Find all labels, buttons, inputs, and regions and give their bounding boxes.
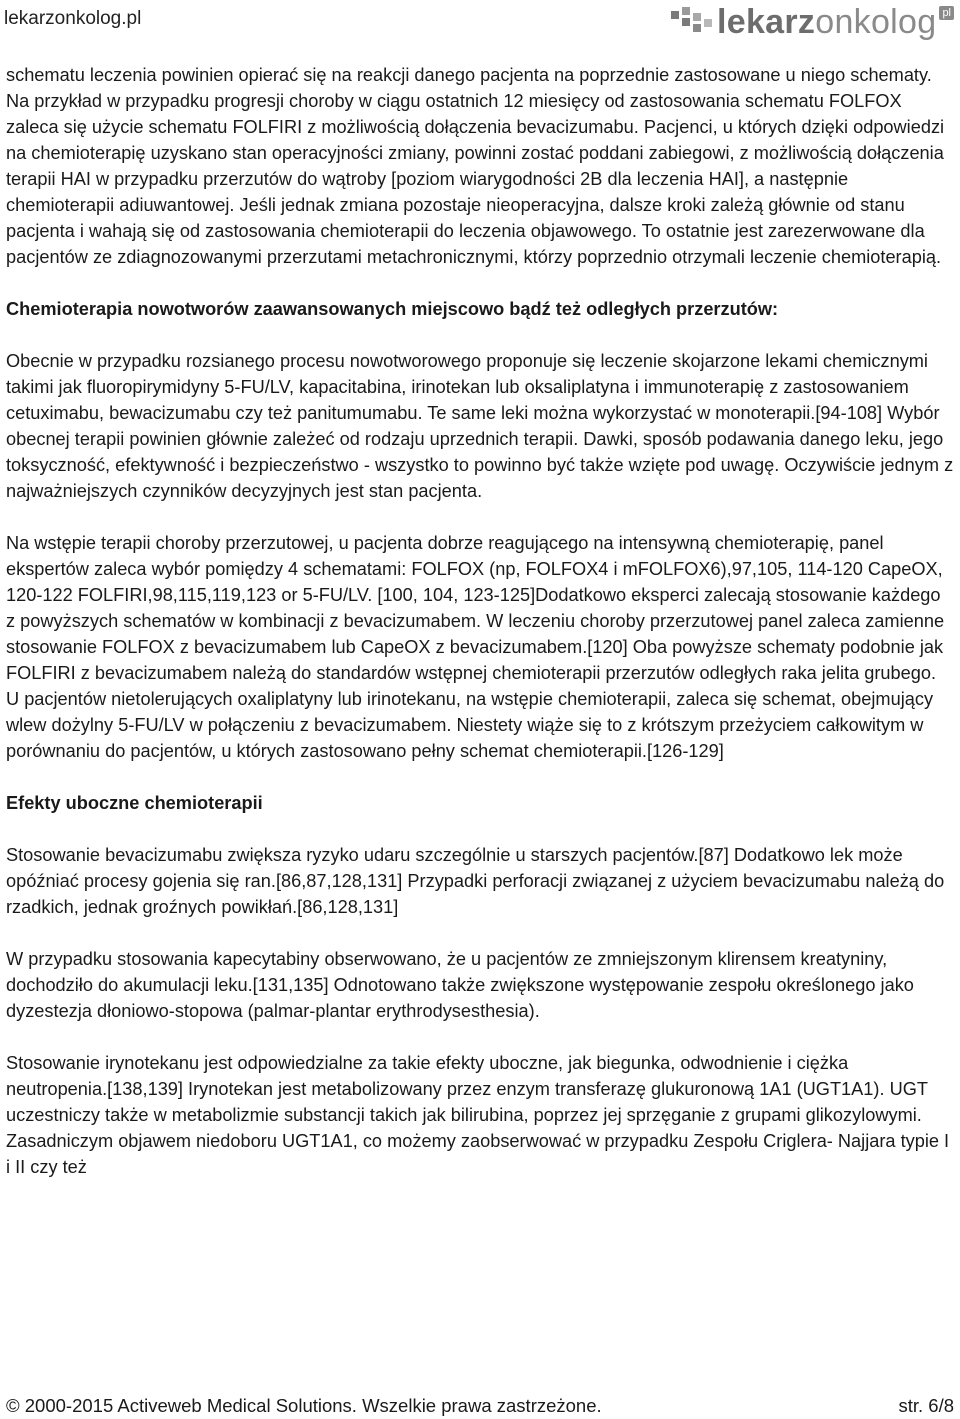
paragraph-irinotecan-effects: Stosowanie irynotekanu jest odpowiedzialne za takie efekty uboczne, jak biegunka, odwodnienie i ciężka neutropenia.[138,139] Irynotekan jest metabolizowany przez enzym transferazę glukuronową 1A1 (UGT1A1). UGT uczestniczy także w metabolizmie substancji takich jak bilirubina, poprzez jej sprzęganie z grupami glikozylowymi. Zasadniczym objawem niedoboru UGT1A1, co możemy zaobserwować w przypadku Zespołu Criglera- Najjara typie I i II czy też xyxy=(6,1053,950,1177)
article-content xyxy=(6,62,954,1180)
paragraph-bevacizumab-effects: Stosowanie bevacizumabu zwiększa ryzyko udaru szczególnie u starszych pacjentów.[87] Dodatkowo lek może opóźniać procesy gojenia się ran.[86,87,128,131] Przypadki perforacji związanej z użyciem bevacizumabu należą do rzadkich, jednak groźnych powikłań.[86,128,131] xyxy=(6,845,945,917)
site-logo xyxy=(671,2,954,42)
site-url[interactable]: lekarzonkolog.pl xyxy=(4,8,142,29)
page-number: str. 6/8 xyxy=(898,1395,954,1416)
page-header xyxy=(0,0,960,44)
paragraph-initial-metastatic-therapy: Na wstępie terapii choroby przerzutowej, u pacjenta dobrze reagującego na intensywną chemioterapię, panel ekspertów zaleca wybór pomiędzy 4 schematami: FOLFOX (np, FOLFOX4 i mFOLFOX6),97,105, 114-120 CapeOX, 120-122 FOLFIRI,98,115,119,123 or 5-FU/LV. [100, 104, 123-125]Dodatkowo eksperci zalecają stosowanie każdego z powyższych schematów w kombinacji z bevacizumabem. W leczeniu choroby przerzutowej panel zaleca zamienne stosowanie FOLFOX z bevacizumabem lub CapeOX z bevacizumabem.[120] Oba powyższe schematy podobnie jak FOLFIRI z bevacizumabem należą do standardów wstępnej chemioterapii przerzutów odległych raka jelita grubego. U pacjentów nietolerujących oxaliplatyny lub irinotekanu, na wstępie chemioterapii, zaleca się schemat, obejmujący wlew dożylny 5-FU/LV w połączeniu z bevacizumabem. Niestety wiąże się to z krótszym przeżyciem całkowitym w porównaniu do pacjentów, u których zastosowano pełny schemat chemioterapii.[126-129] xyxy=(6,533,945,761)
logo-badge: pl xyxy=(939,6,954,20)
paragraph-capecitabine-effects: W przypadku stosowania kapecytabiny obserwowano, że u pacjentów ze zmniejszonym klirensem kreatyniny, dochodziło do akumulacji leku.[131,135] Odnotowano także zwiększone występowanie zespołu określonego jako dyzestezja dłoniowo-stopowa (palmar-plantar erythrodysesthesia). xyxy=(6,949,914,1021)
section-heading-side-effects: Efekty uboczne chemioterapii xyxy=(6,793,263,813)
paragraph-combined-treatment: Obecnie w przypadku rozsianego procesu nowotworowego proponuje się leczenie skojarzone lekami chemicznymi takimi jak fluoropirymidyny 5-FU/LV, kapacitabina, irinotekan lub oksaliplatyna i immunoterapię z zastosowaniem cetuximabu, bewacizumabu czy też panitumumabu. Te same leki można wykorzystać w monoterapii.[94-108] Wybór obecnej terapii powinien głównie zależeć od rodzaju uprzednich terapii. Dawki, sposób podawania danego leku, jego toksyczność, efektywność i bezpieczeństwo - wszystko to powinno być także wzięte pod uwagę. Oczywiście jednym z najważniejszych czynników decyzyjnych jest stan pacjenta. xyxy=(6,351,954,501)
logo-text xyxy=(717,3,936,42)
paragraph-treatment-schemes: schematu leczenia powinien opierać się na reakcji danego pacjenta na poprzednie zastosowane u niego schematy. Na przykład w przypadku progresji choroby w ciągu ostatnich 12 miesięcy od zastosowania schematu FOLFOX zaleca się użycie schematu FOLFIRI z możliwością dołączenia bevacizumabu. Pacjenci, u których dzięki odpowiedzi na chemioterapię uzyskano stan operacyjności zmiany, powinni zostać poddani zabiegowi, z możliwością dołączenia terapii HAI w przypadku przerzutów do wątroby [poziom wiarygodności 2B dla leczenia HAI], a następnie chemioterapii adiuwantowej. Jeśli jednak zmiana pozostaje nieoperacyjna, dalsze kroki zależą głównie od stanu pacjenta i wahają się od zastosowania chemioterapii do leczenia objawowego. To ostatnie jest zarezerwowane dla pacjentów ze zdiagnozowanymi przerzutami metachronicznymi, którzy poprzednio otrzymali leczenie chemioterapią. xyxy=(6,65,945,267)
section-heading-advanced-chemotherapy: Chemioterapia nowotworów zaawansowanych miejscowo bądź też odległych przerzutów: xyxy=(6,299,779,319)
logo-text-bold: lekarz xyxy=(717,2,816,41)
copyright-text: © 2000-2015 Activeweb Medical Solutions. Wszelkie prawa zastrzeżone. xyxy=(6,1395,602,1416)
logo-text-light: onkolog xyxy=(815,2,937,41)
logo-dots-icon xyxy=(671,7,713,37)
